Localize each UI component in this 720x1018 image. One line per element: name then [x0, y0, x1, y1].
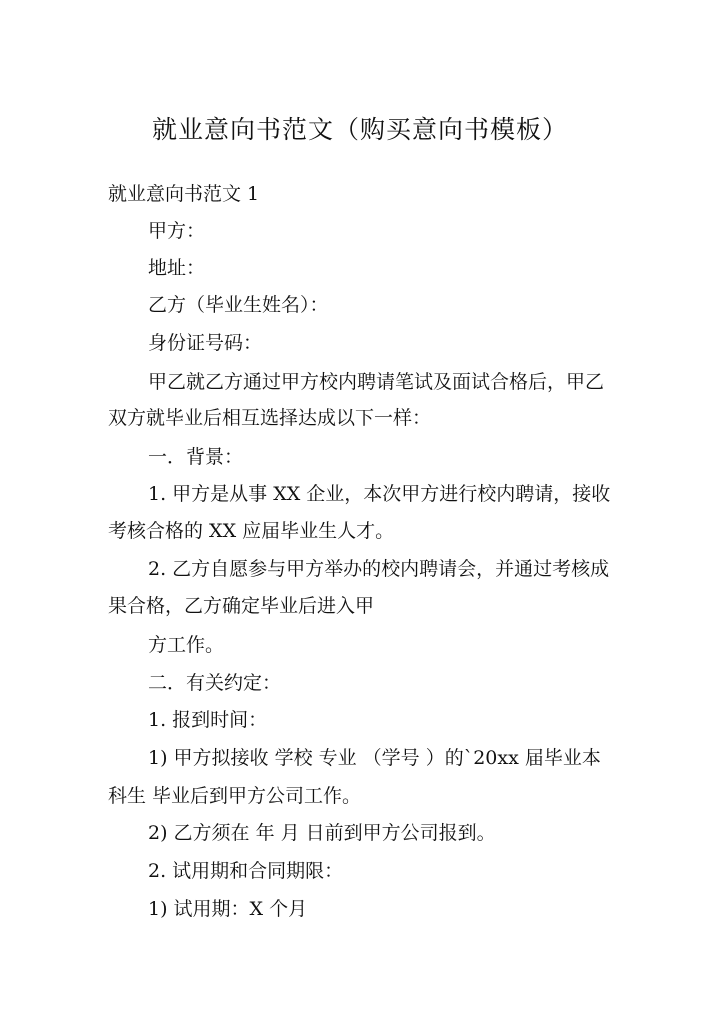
intro-paragraph-line-2: 双方就毕业后相互选择达成以下一样：: [108, 407, 432, 429]
section-two-heading: 二．有关约定：: [148, 672, 282, 694]
background-item-1-line-2: 考核合格的 XX 应届毕业生人才。: [108, 520, 395, 542]
background-item-1-line-1: 1. 甲方是从事 XX 企业，本次甲方进行校内聘请，接收: [148, 483, 611, 505]
report-item-1-line-1: 1) 甲方拟接收 学校 专业 （学号 ）的`20xx 届毕业本: [148, 747, 601, 769]
report-time-heading: 1. 报到时间：: [148, 709, 268, 731]
party-b-line: 乙方（毕业生姓名）：: [148, 294, 329, 316]
report-item-1-line-2: 科生 毕业后到甲方公司工作。: [108, 785, 362, 807]
intro-paragraph-line-1: 甲乙就乙方通过甲方校内聘请笔试及面试合格后，甲乙: [148, 371, 605, 393]
id-number-line: 身份证号码：: [148, 332, 263, 354]
background-item-2-line-3: 方工作。: [148, 634, 225, 656]
section-heading: 就业意向书范文 1: [108, 183, 260, 205]
probation-item-1: 1) 试用期：X 个月: [148, 898, 308, 920]
address-line: 地址：: [148, 257, 206, 279]
report-item-2: 2) 乙方须在 年 月 日前到甲方公司报到。: [148, 822, 496, 844]
document-title: 就业意向书范文（购买意向书模板）: [151, 115, 568, 144]
background-item-2-line-2: 果合格，乙方确定毕业后进入甲: [108, 595, 375, 617]
party-a-line: 甲方：: [148, 220, 206, 242]
background-item-2-line-1: 2. 乙方自愿参与甲方举办的校内聘请会，并通过考核成: [148, 558, 610, 580]
section-one-heading: 一．背景：: [148, 446, 244, 468]
probation-heading: 2. 试用期和合同期限：: [148, 860, 344, 882]
